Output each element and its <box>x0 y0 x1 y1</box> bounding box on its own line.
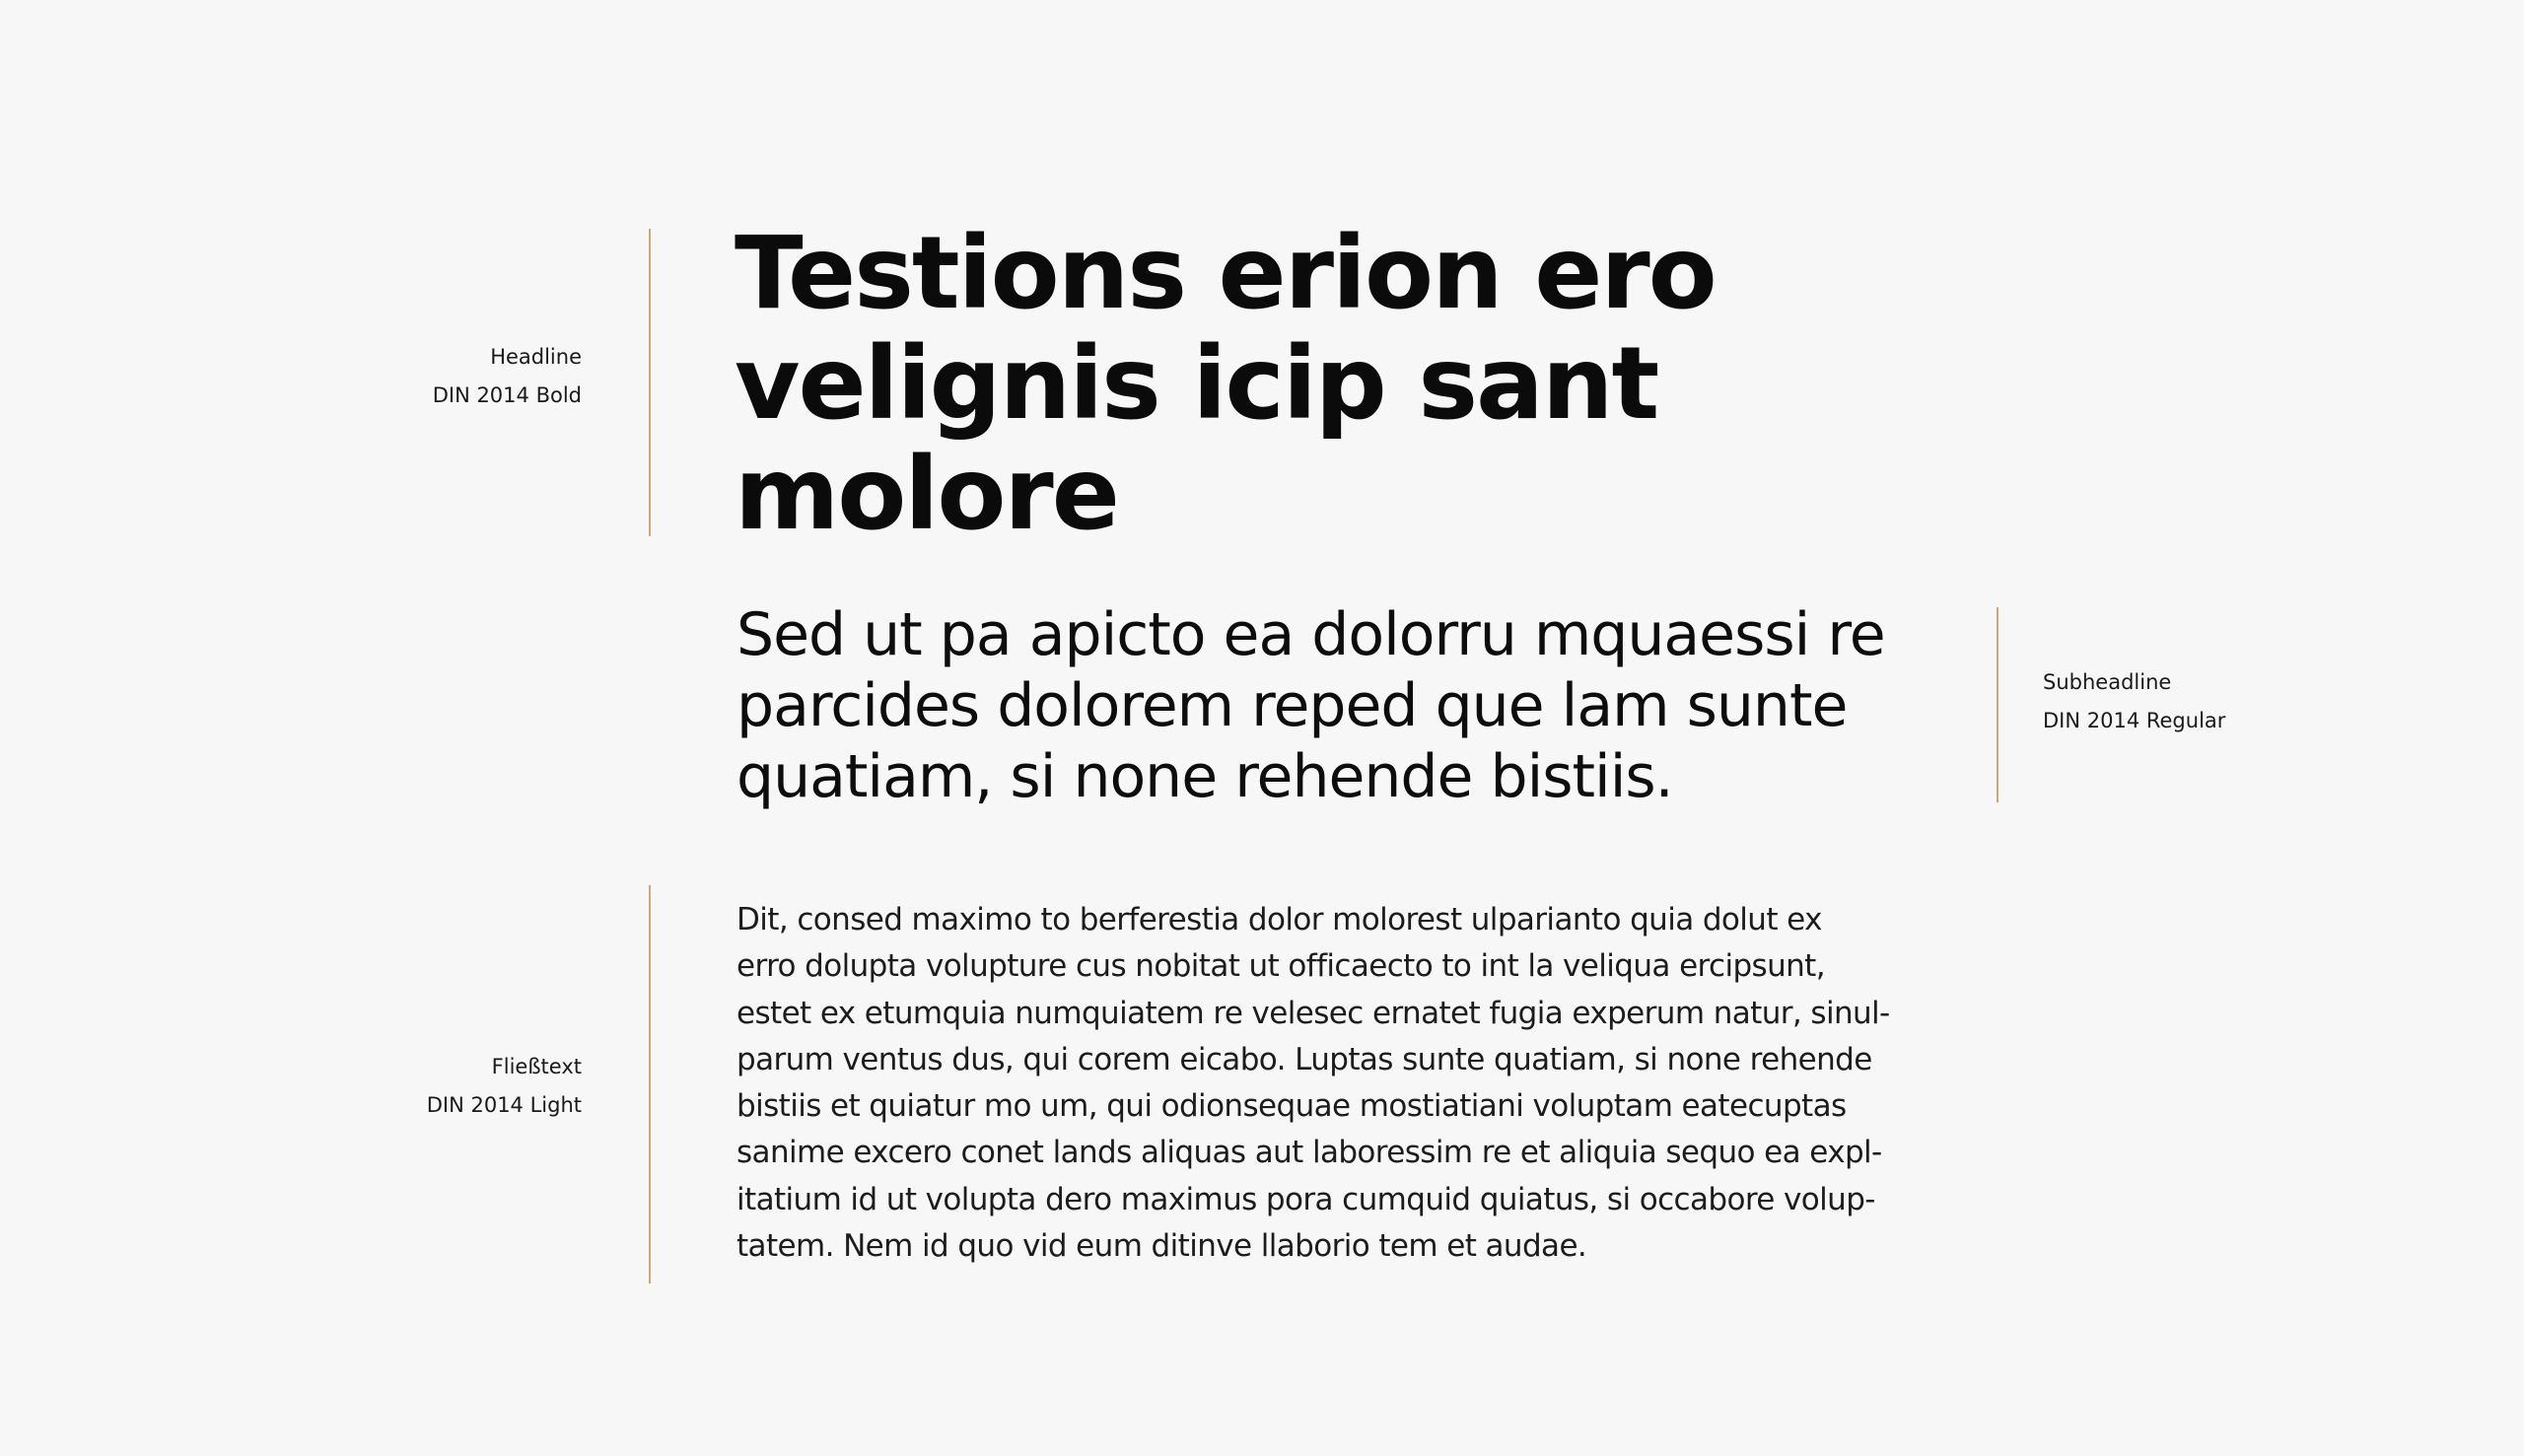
subheadline-text <box>736 599 1969 812</box>
headline-line: velignis icip sant <box>735 325 1658 443</box>
headline-divider <box>649 229 651 536</box>
subheadline-line: Sed ut pa apicto ea dolorru mquaessi re <box>736 600 1885 669</box>
subheadline-annotation <box>2043 663 2225 740</box>
body-line: bistiis et quiatur mo um, qui odionsequae mostiatiani voluptam eatecuptas <box>736 1088 1847 1125</box>
body-text <box>736 897 1890 1270</box>
subheadline-font-label: DIN 2014 Regular <box>2043 709 2226 732</box>
body-line: erro dolupta volupture cus nobitat ut officaecto to int la veliqua ercipsunt, <box>736 948 1825 985</box>
headline-text <box>735 215 1770 553</box>
subheadline-divider <box>1997 607 1998 802</box>
headline-style-label: Headline <box>490 345 582 369</box>
body-line: parum ventus dus, qui corem eicabo. Luptas sunte quatiam, si none rehende <box>736 1041 1872 1077</box>
body-line: tatem. Nem id quo vid eum ditinve llaborio tem et audae. <box>736 1228 1587 1265</box>
body-font-label: DIN 2014 Light <box>426 1093 582 1117</box>
headline-font-label: DIN 2014 Bold <box>432 383 582 407</box>
body-line: estet ex etumquia numquiatem re velesec ernatet fugia experum natur, sinul- <box>736 995 1890 1031</box>
body-line: Dit, consed maximo to berferestia dolor molorest ulparianto quia dolut ex <box>736 902 1822 937</box>
subheadline-style-label: Subheadline <box>2043 670 2172 694</box>
subheadline-line: quatiam, si none rehende bistiis. <box>736 742 1673 811</box>
subheadline-line: parcides dolorem reped que lam sunte <box>736 671 1848 740</box>
body-annotation <box>427 1048 582 1125</box>
body-style-label: Fließtext <box>491 1055 582 1078</box>
headline-line: molore <box>735 436 1118 553</box>
headline-annotation <box>433 338 582 415</box>
headline-line: Testions erion ero <box>735 215 1716 332</box>
body-divider <box>649 885 651 1283</box>
body-line: itatium id ut volupta dero maximus pora cumquid quiatus, si occabore volup- <box>736 1181 1875 1217</box>
body-line: sanime excero conet lands aliquas aut laboressim re et aliquia sequo ea expl- <box>736 1135 1882 1171</box>
